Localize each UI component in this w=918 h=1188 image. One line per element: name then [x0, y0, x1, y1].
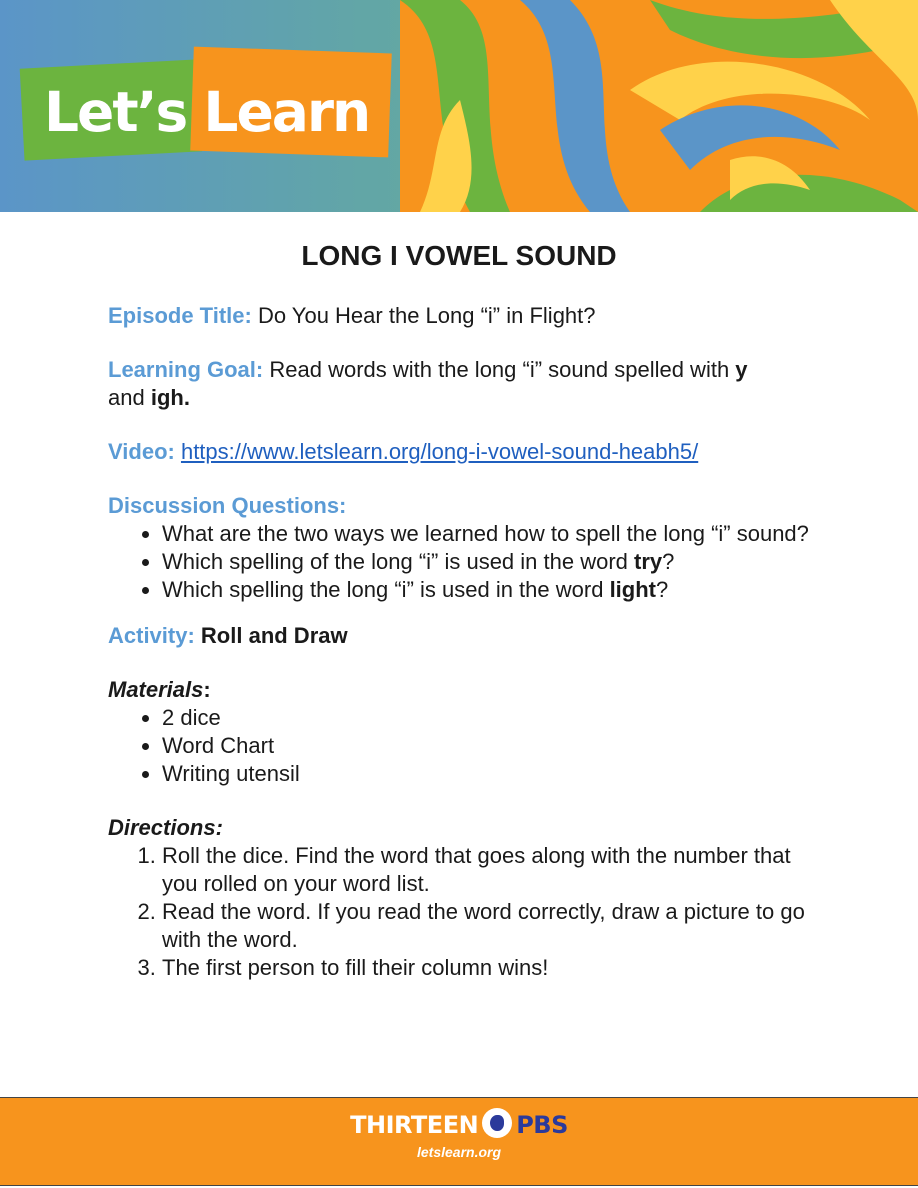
directions-step: 3. The first person to fill their column wins!: [162, 954, 818, 982]
header-banner: [0, 0, 918, 212]
question-text: Which spelling of the long “i” is used in the word: [162, 549, 635, 574]
discussion-question: [162, 576, 818, 604]
directions-label: Directions:: [108, 815, 223, 840]
episode-title-label: Episode Title:: [108, 303, 252, 328]
directions-list: [108, 842, 818, 982]
materials-item: • Writing utensil: [162, 760, 818, 788]
materials-colon: :: [203, 677, 211, 702]
discussion-question: [162, 548, 818, 576]
directions-step: 1. Roll the dice. Find the word that goes along with the number that you rolled on your word list.: [162, 842, 818, 898]
discussion-section: [108, 492, 818, 604]
materials-heading: [108, 676, 818, 704]
episode-title-row: [108, 302, 818, 330]
swirl-graphic: [400, 0, 918, 212]
materials-item: • 2 dice: [162, 704, 818, 732]
question-text: What are the two ways we learned how to spell the long “i” sound?: [162, 521, 809, 546]
discussion-question: [162, 520, 818, 548]
footer-bar: [0, 1097, 918, 1186]
video-link[interactable]: https://www.letslearn.org/long-i-vowel-sound-heabh5/: [180, 439, 699, 464]
activity-row: [108, 622, 818, 650]
lets-learn-logo: [22, 50, 382, 162]
discussion-list: [108, 520, 818, 604]
footer-url: letslearn.org: [416, 1144, 502, 1160]
page-title: LONG I VOWEL SOUND: [301, 240, 617, 271]
pbs-head-icon: [482, 1108, 512, 1138]
materials-list: [108, 704, 818, 788]
materials-label: Materials: [108, 677, 204, 702]
learning-goal-text: Read words with the long “i” sound spelled with: [269, 357, 736, 382]
activity-value: Roll and Draw: [200, 623, 348, 648]
directions-step: 2. Read the word. If you read the word correctly, draw a picture to go with the word.: [162, 898, 818, 954]
video-row: [108, 438, 818, 466]
activity-label: Activity:: [108, 623, 195, 648]
question-text: Which spelling the long “i” is used in the word: [162, 577, 610, 602]
question-end: ?: [656, 577, 669, 602]
main-content: [108, 302, 818, 982]
learning-goal-bold-igh: igh.: [150, 385, 190, 410]
thirteen-pbs-logo: [0, 1108, 918, 1139]
video-label: Video:: [108, 439, 175, 464]
learning-goal-label: Learning Goal:: [108, 357, 264, 382]
materials-item: • Word Chart: [162, 732, 818, 760]
learning-goal-row: [108, 356, 818, 412]
logo-text: Let’s Learn: [44, 80, 370, 144]
discussion-label: Discussion Questions:: [108, 493, 347, 518]
materials-section: [108, 676, 818, 788]
learning-goal-and: and: [108, 385, 151, 410]
episode-title-value: Do You Hear the Long “i” in Flight?: [257, 303, 596, 328]
thirteen-text: THIRTEEN: [350, 1111, 479, 1139]
question-bold-word: light: [609, 577, 656, 602]
question-bold-word: try: [634, 549, 663, 574]
pbs-text: PBS: [516, 1111, 568, 1139]
question-end: ?: [662, 549, 675, 574]
learning-goal-bold-y: y: [735, 357, 748, 382]
directions-section: [108, 814, 818, 982]
